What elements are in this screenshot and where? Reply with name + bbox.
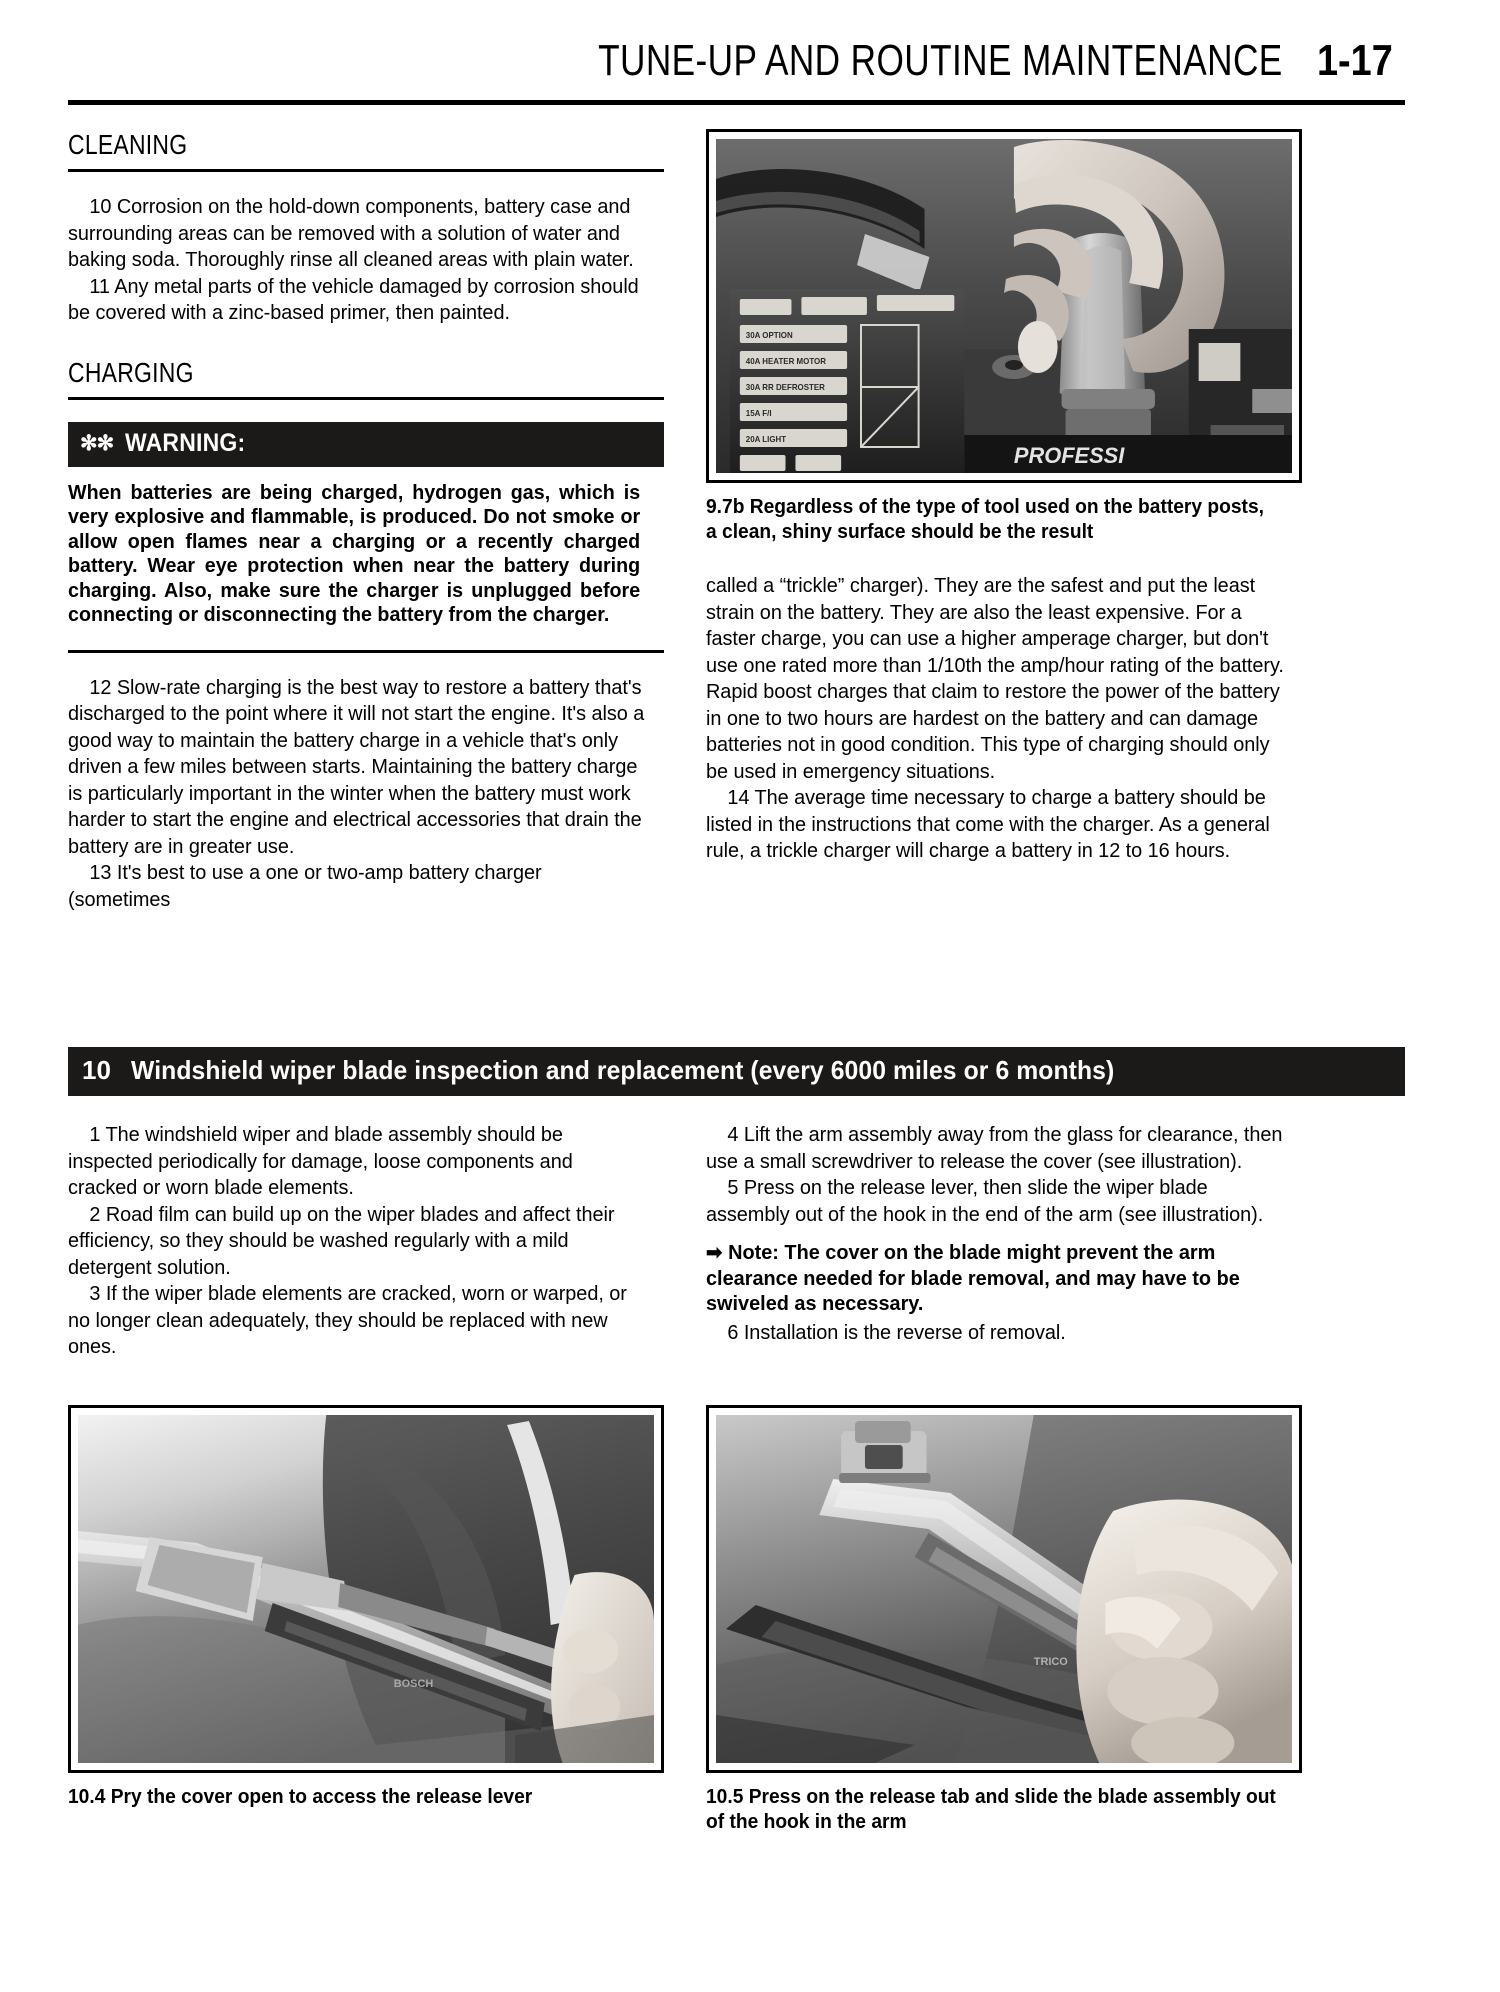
figure-10-5-caption: 10.5 Press on the release tab and slide the blade assembly out of the hook in the arm bbox=[706, 1785, 1276, 1833]
warning-banner bbox=[68, 422, 664, 467]
warning-body-text: When batteries are being charged, hydrogen gas, which is very explosive and flammable, is produced. Do not smoke or allow open flames near a charging or a recently charged battery. Wear eye protection when near the battery during charging. Also, make sure the charger is unplugged before connecting or disconnecting the battery from the charger. bbox=[68, 480, 641, 626]
paragraph-11: 11 Any metal parts of the vehicle damaged by corrosion should be covered with a zinc-based primer, then painted. bbox=[68, 274, 639, 324]
paragraph-10: 10 Corrosion on the hold-down components, battery case and surrounding areas can be removed with a solution of water and baking soda. Thoroughly rinse all cleaned areas with plain water. bbox=[68, 195, 634, 271]
note-text: Note: The cover on the blade might prevent the arm clearance needed for blade removal, and may have to be swiveled as necessary. bbox=[706, 1241, 1240, 1315]
figure-9-7b bbox=[706, 129, 1302, 545]
wiper-cover-pry-photo-art bbox=[78, 1415, 654, 1763]
left-column bbox=[68, 129, 664, 913]
paragraph-13-continued: called a “trickle” charger). They are the safest and put the least strain on the battery. They are also the least expensive. For a faster charge, you can use a higher amperage charger, but don't use one rated more than 1/10th the amp/hour rating of the battery. Rapid boost charges that claim to restore the power of the battery in one to two hours are hardest on the battery and can damage batteries not in good condition. This type of charging should only be used in emergency situations. bbox=[706, 574, 1284, 783]
paragraph-13: 13 It's best to use a one or two-amp battery charger (sometimes bbox=[68, 861, 542, 911]
paragraph-s10-3: 3 If the wiper blade elements are cracked, worn or warped, or no longer clean adequately, they should be replaced with new ones. bbox=[68, 1282, 627, 1358]
warning-label: WARNING: bbox=[125, 428, 246, 457]
heading-cleaning-rule bbox=[68, 169, 664, 172]
heading-cleaning: CLEANING bbox=[68, 129, 188, 160]
paragraph-14: 14 The average time necessary to charge a battery should be listed in the instructions that come with the charger. As a general rule, a trickle charger will charge a battery in 12 to 16 hours. bbox=[706, 786, 1270, 862]
figure-10-4 bbox=[68, 1405, 664, 1835]
page-title: TUNE-UP AND ROUTINE MAINTENANCE bbox=[598, 36, 1283, 85]
section-10-right-text-2 bbox=[706, 1320, 1284, 1347]
right-column bbox=[706, 129, 1302, 913]
figure-9-7b-photo bbox=[716, 139, 1292, 473]
paragraph-s10-1: 1 The windshield wiper and blade assembly should be inspected periodically for damage, loose components and cracked or worn blade elements. bbox=[68, 1123, 573, 1199]
svg-text:20A LIGHT: 20A LIGHT bbox=[745, 434, 787, 445]
figure-10-4-frame bbox=[68, 1405, 664, 1773]
arrow-right-icon: ➡ bbox=[706, 1242, 723, 1264]
paragraph-s10-6: 6 Installation is the reverse of removal. bbox=[727, 1321, 1066, 1344]
section-10-right-column bbox=[706, 1122, 1302, 1361]
paragraph-s10-4: 4 Lift the arm assembly away from the glass for clearance, then use a small screwdriver to release the cover (see illustration). bbox=[706, 1123, 1283, 1173]
figure-10-5-frame bbox=[706, 1405, 1302, 1773]
figure-10-4-caption: 10.4 Pry the cover open to access the release lever bbox=[68, 1785, 533, 1808]
page-header bbox=[0, 0, 1500, 86]
figure-9-7b-caption: 9.7b Regardless of the type of tool used on the battery posts, a clean, shiny surface should be the result bbox=[706, 496, 1264, 543]
svg-text:40A HEATER MOTOR: 40A HEATER MOTOR bbox=[745, 356, 826, 367]
heading-charging: CHARGING bbox=[68, 356, 194, 388]
svg-text:BOSCH: BOSCH bbox=[393, 1677, 434, 1690]
charging-text bbox=[68, 675, 646, 914]
figure-10-5-photo bbox=[716, 1415, 1292, 1763]
warning-bottom-rule bbox=[68, 650, 664, 653]
battery-post-cleaning-photo-art bbox=[716, 139, 1292, 473]
top-columns bbox=[0, 129, 1500, 913]
svg-text:30A OPTION: 30A OPTION bbox=[745, 330, 793, 341]
wiper-blade-release-photo-art bbox=[716, 1415, 1292, 1763]
bottom-figures bbox=[0, 1405, 1500, 1835]
section-10-band bbox=[68, 1047, 1405, 1096]
cleaning-text bbox=[68, 194, 646, 327]
right-column-text bbox=[706, 573, 1284, 865]
figure-9-7b-frame bbox=[706, 129, 1302, 483]
svg-text:15A F/I: 15A F/I bbox=[745, 408, 772, 419]
section-10-left-text bbox=[68, 1122, 646, 1361]
heading-charging-rule bbox=[68, 397, 664, 400]
header-rule bbox=[68, 100, 1405, 105]
figure-10-4-photo bbox=[78, 1415, 654, 1763]
paragraph-s10-2: 2 Road film can build up on the wiper blades and affect their efficiency, so they should be washed regularly with a mild detergent solution. bbox=[68, 1202, 615, 1279]
section-10-right-text bbox=[706, 1122, 1284, 1228]
warning-asterisk-icon: ✻✻ bbox=[80, 431, 114, 455]
section-10-title: Windshield wiper blade inspection and replacement (every 6000 miles or 6 months) bbox=[130, 1055, 1115, 1085]
paragraph-s10-5: 5 Press on the release lever, then slide the wiper blade assembly out of the hook in the end of the arm (see illustration). bbox=[706, 1176, 1264, 1226]
svg-text:PROFESSI: PROFESSI bbox=[1013, 442, 1125, 469]
note-paragraph bbox=[706, 1240, 1284, 1316]
page-number: 1-17 bbox=[1316, 36, 1393, 85]
section-10-left-column bbox=[68, 1122, 664, 1361]
svg-text:TRICO: TRICO bbox=[1033, 1655, 1068, 1668]
section-10-columns bbox=[0, 1122, 1500, 1361]
figure-10-5 bbox=[706, 1405, 1302, 1835]
section-10-number: 10 bbox=[82, 1055, 111, 1085]
paragraph-12: 12 Slow-rate charging is the best way to restore a battery that's discharged to the point where it will not start the engine. It's also a good way to maintain the battery charge in a vehicle that's only driven a few miles between starts. Maintaining the battery charge is particularly important in the winter when the battery must work harder to start the engine and electrical accessories that drain the battery are in greater use. bbox=[68, 675, 645, 858]
svg-text:30A RR DEFROSTER: 30A RR DEFROSTER bbox=[745, 382, 825, 393]
